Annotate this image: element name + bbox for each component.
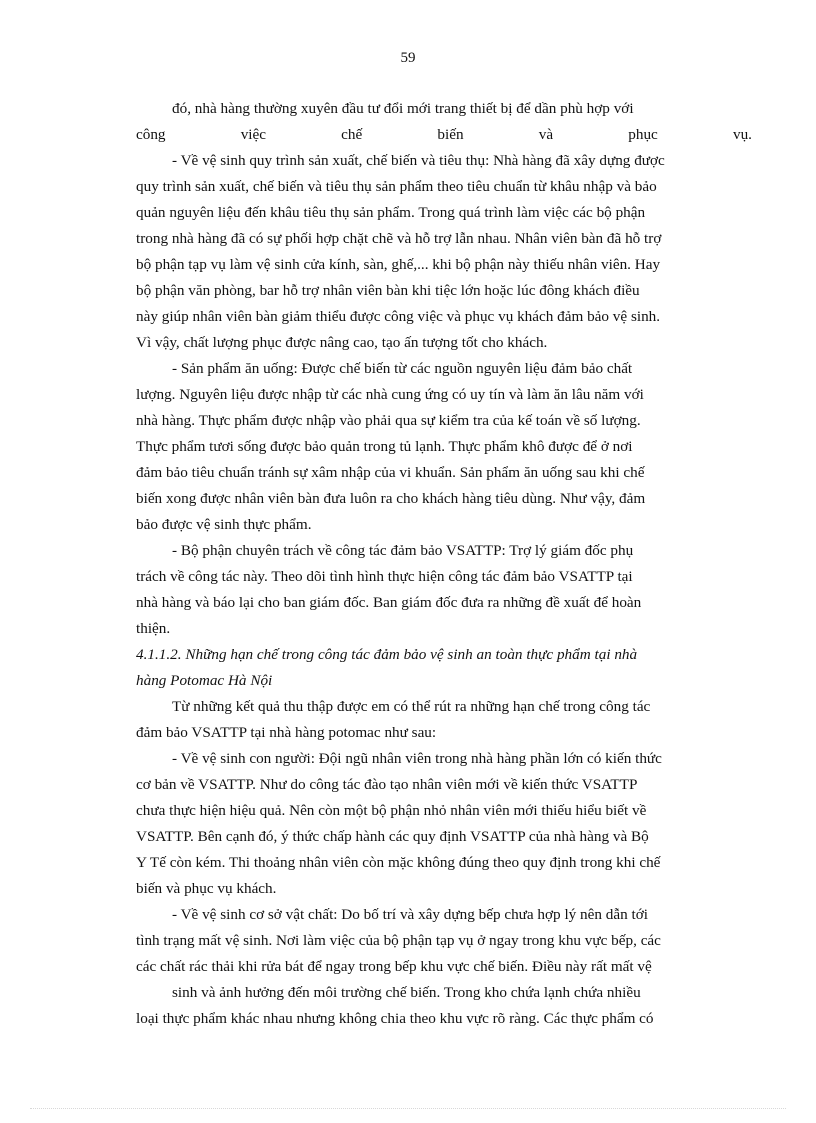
- text-line: nhà hàng. Thực phẩm được nhập vào phải qua sự kiểm tra của kế toán về số lượng.: [136, 412, 641, 429]
- page-bottom-rule: [30, 1108, 786, 1109]
- text-line: - Sản phẩm ăn uống: Được chế biến từ các nguồn nguyên liệu đảm bảo chất: [172, 360, 633, 377]
- text-line: các chất rác thải khi rửa bát để ngay trong bếp khu vực chế biến. Điều này rất mất vệ: [136, 958, 652, 975]
- page-number: 59: [400, 50, 416, 66]
- text-line: VSATTP. Bên cạnh đó, ý thức chấp hành các quy định VSATTP của nhà hàng và Bộ: [136, 828, 649, 845]
- section-heading: hàng Potomac Hà Nội: [136, 672, 273, 689]
- text-line: Thực phẩm tươi sống được bảo quản trong tủ lạnh. Thực phẩm khô được để ở nơi: [136, 438, 633, 455]
- word: vụ.: [732, 126, 752, 143]
- text-line: sinh và ảnh hưởng đến môi trường chế biến. Trong kho chứa lạnh chứa nhiều: [172, 984, 641, 1001]
- text-line: bộ phận văn phòng, bar hỗ trợ nhân viên bàn khi tiệc lớn hoặc lúc đông khách điều: [136, 282, 640, 299]
- text-line: đảm bảo tiêu chuẩn tránh sự xâm nhập của vi khuẩn. Sản phẩm ăn uống sau khi chế: [136, 464, 645, 481]
- word: và: [538, 126, 554, 143]
- text-line: trong nhà hàng đã có sự phối hợp chặt chẽ và hỗ trợ lẫn nhau. Nhân viên bàn đã hỗ trợ: [136, 230, 662, 247]
- text-line: - Bộ phận chuyên trách về công tác đảm bảo VSATTP: Trợ lý giám đốc phụ: [172, 542, 634, 559]
- text-line: Vì vậy, chất lượng phục được nâng cao, tạo ấn tượng tốt cho khách.: [136, 334, 548, 351]
- section-heading: 4.1.1.2. Những hạn chế trong công tác đảm bảo vệ sinh an toàn thực phẩm tại nhà: [136, 646, 638, 663]
- document-body: [136, 96, 752, 1032]
- text-line: - Về vệ sinh cơ sở vật chất: Do bố trí và xây dựng bếp chưa hợp lý nên dẫn tới: [172, 906, 648, 923]
- text-line: đảm bảo VSATTP tại nhà hàng potomac như sau:: [136, 724, 437, 741]
- text-line: đó, nhà hàng thường xuyên đầu tư đổi mới trang thiết bị để dần phù hợp với: [172, 100, 634, 117]
- word: việc: [240, 126, 266, 143]
- text-line: quy trình sản xuất, chế biến và tiêu thụ sản phẩm theo tiêu chuẩn từ khâu nhập và bảo: [136, 178, 657, 195]
- text-line: cơ bản về VSATTP. Như do công tác đào tạo nhân viên mới về kiến thức VSATTP: [136, 776, 638, 793]
- text-line: loại thực phẩm khác nhau nhưng không chia theo khu vực rõ ràng. Các thực phẩm có: [136, 1010, 654, 1027]
- text-line: bảo được vệ sinh thực phẩm.: [136, 516, 312, 533]
- text-line: nhà hàng và báo lại cho ban giám đốc. Ban giám đốc đưa ra những đề xuất để hoàn: [136, 594, 642, 611]
- text-line: quản nguyên liệu đến khâu tiêu thụ sản phẩm. Trong quá trình làm việc các bộ phận: [136, 204, 646, 221]
- text-line: bộ phận tạp vụ làm vệ sinh cửa kính, sàn, ghế,... khi bộ phận này thiếu nhân viên. Hay: [136, 256, 661, 273]
- text-line: lượng. Nguyên liệu được nhập từ các nhà cung ứng có uy tín và làm ăn lâu năm với: [136, 386, 644, 403]
- text-line: Từ những kết quả thu thập được em có thể rút ra những hạn chế trong công tác: [172, 698, 651, 715]
- text-line: này giúp nhân viên bàn giảm thiểu được công việc và phục vụ khách đảm bảo vệ sinh.: [136, 308, 661, 325]
- word: phục: [628, 126, 658, 143]
- text-line: Y Tế còn kém. Thi thoảng nhân viên còn mặc không đúng theo quy định trong khi chế: [136, 854, 661, 871]
- text-line: trách về công tác này. Theo dõi tình hình thực hiện công tác đảm bảo VSATTP tại: [136, 568, 633, 585]
- text-line: tình trạng mất vệ sinh. Nơi làm việc của bộ phận tạp vụ ở ngay trong khu vực bếp, các: [136, 932, 661, 949]
- word: chế: [341, 126, 363, 143]
- word: biến: [437, 126, 464, 143]
- text-line: thiện.: [136, 620, 171, 637]
- word: công: [136, 126, 166, 143]
- text-line: - Về vệ sinh con người: Đội ngũ nhân viên trong nhà hàng phần lớn có kiến thức: [172, 750, 662, 767]
- text-line: biến xong được nhân viên bàn đưa luôn ra cho khách hàng tiêu dùng. Như vậy, đảm: [136, 490, 646, 507]
- text-line: biến và phục vụ khách.: [136, 880, 277, 897]
- justified-line: [136, 122, 752, 148]
- text-line: chưa thực hiện hiệu quả. Nên còn một bộ phận nhỏ nhân viên mới thiếu hiểu biết về: [136, 802, 647, 819]
- text-line: - Về vệ sinh quy trình sản xuất, chế biến và tiêu thụ: Nhà hàng đã xây dựng được: [172, 152, 665, 169]
